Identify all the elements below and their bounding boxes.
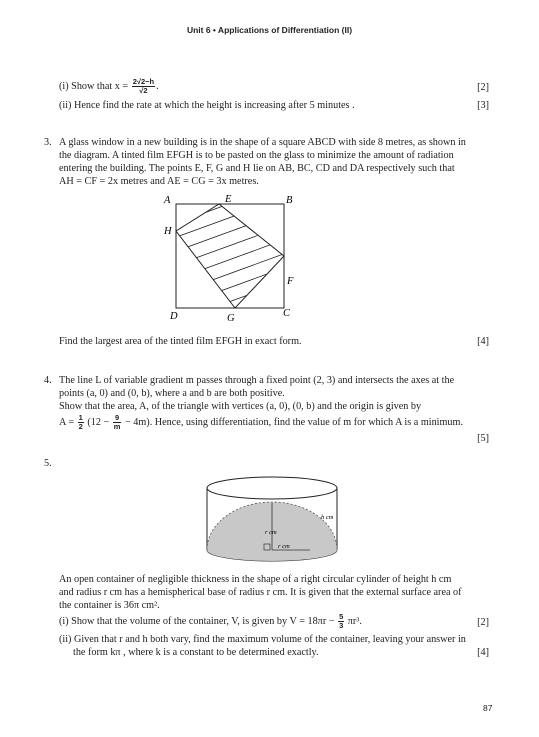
- q3-question: Find the largest area of the tinted film EFGH in exact form.: [59, 336, 302, 347]
- label-r-cm-vertical: r cm: [265, 529, 277, 536]
- q3-number: 3.: [44, 137, 52, 148]
- prev-part-ii-marks: [3]: [477, 100, 489, 111]
- fraction-numerator: 2√2−h: [132, 77, 155, 86]
- formula-a: A =: [59, 416, 75, 428]
- page-number: 87: [483, 703, 493, 713]
- q5-part-ii-line-1: (ii) Given that r and h both vary, find the maximum volume of the container, leaving your answer in: [59, 634, 466, 645]
- q4-line-4-rest: Hence, using differentiation, find the value of m for which A is a minimum.: [152, 416, 463, 428]
- q5-line-2: and radius r cm has a hemispherical base of radius r cm. It is given that the external surface area of: [59, 587, 462, 598]
- cylinder-top-rim: [207, 477, 337, 499]
- q4-line-2: points (a, 0) and (0, b), where a and b are both positive.: [59, 388, 285, 399]
- paren-open: (12 −: [87, 416, 110, 428]
- five-thirds-fraction: [338, 613, 344, 630]
- q5-part-i: [59, 613, 362, 630]
- label-c: C: [283, 308, 291, 319]
- fraction-numerator: 1: [78, 413, 83, 422]
- running-header: Unit 6 • Applications of Differentiation (II): [186, 25, 353, 35]
- q5-part-i-end: πr³.: [347, 615, 362, 627]
- fraction-denominator: √2: [139, 86, 148, 95]
- paren-close: − 4m).: [125, 416, 153, 428]
- label-g: G: [227, 313, 235, 324]
- prev-part-ii: (ii) Hence find the rate at which the height is increasing after 5 minutes .: [59, 100, 355, 111]
- q3-marks: [4]: [477, 336, 489, 347]
- q4-line-1: The line L of variable gradient m passes through a fixed point (2, 3) and intersects the axes at the: [59, 375, 455, 386]
- q3-line-3: entering the building. The points E, F, G and H lie on AB, BC, CD and DA respectively such that: [59, 163, 455, 174]
- fraction-denominator: 2: [78, 422, 83, 431]
- prev-part-i-prefix: (i) Show that x =: [59, 80, 129, 92]
- q5-line-1: An open container of negligible thickness in the shape of a right circular cylinder of height h cm: [59, 574, 452, 585]
- q5-part-ii-line-2: the form kπ , where k is a constant to be determined exactly.: [73, 647, 319, 658]
- q4-line-3: Show that the area, A, of the triangle with vertices (a, 0), (0, b) and the origin is given by: [59, 401, 422, 412]
- q5-part-i-marks: [2]: [477, 617, 489, 628]
- fraction-numerator: 9: [113, 414, 122, 423]
- q5-number: 5.: [44, 458, 52, 469]
- q3-line-4: AH = CF = 2x metres and AE = CG = 3x metres.: [59, 176, 259, 187]
- prev-part-i-end: .: [156, 80, 159, 92]
- label-h-cm: h cm: [321, 514, 334, 521]
- q3-line-1: A glass window in a new building is in the shape of a square ABCD with side 8 metres, as shown in: [59, 137, 466, 148]
- label-f: F: [287, 276, 294, 287]
- q5-part-ii-marks: [4]: [477, 647, 489, 658]
- label-b: B: [286, 195, 293, 206]
- label-a: A: [164, 195, 171, 206]
- q4-marks: [5]: [477, 433, 489, 444]
- fraction-numerator: 5: [339, 612, 344, 621]
- label-h: H: [164, 226, 172, 237]
- q3-line-2: the diagram. A tinted film EFGH is to be pasted on the glass to minimize the amount of radiation: [59, 150, 454, 161]
- prev-part-i-marks: [2]: [477, 82, 489, 93]
- label-e: E: [225, 194, 232, 205]
- label-d: D: [170, 311, 178, 322]
- q5-part-i-text: (i) Show that the volume of the container, V, is given by V = 18πr −: [59, 615, 335, 627]
- q5-line-3: the container is 36π cm².: [59, 600, 160, 611]
- fraction-denominator: 3: [339, 621, 344, 630]
- label-r-cm-horizontal: r cm: [278, 543, 290, 550]
- q4-number: 4.: [44, 375, 52, 386]
- fraction-denominator: m: [113, 422, 121, 431]
